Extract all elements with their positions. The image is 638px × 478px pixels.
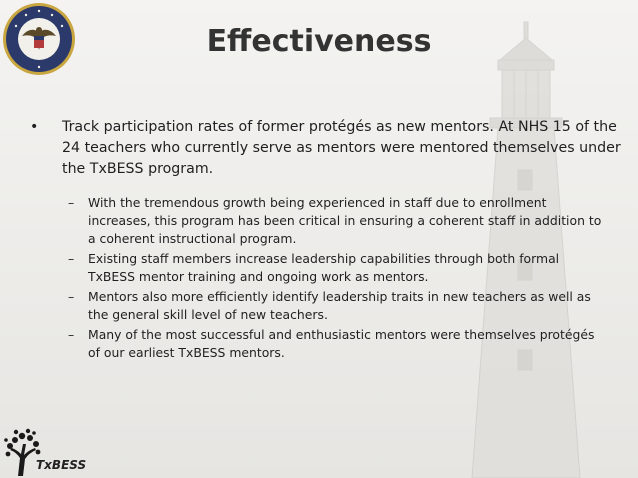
sub-bullet-list bbox=[30, 194, 620, 362]
sub-bullet bbox=[68, 288, 608, 324]
sub-bullet-text: With the tremendous growth being experienced in staff due to enrollment increases, this program has been critical in ensuring a coherent staff in addition to a coherent instructional program. bbox=[88, 195, 602, 246]
main-bullet bbox=[30, 117, 622, 180]
sub-bullet-text: Existing staff members increase leadership capabilities through both formal TxBESS mentor training and ongoing work as mentors. bbox=[88, 251, 560, 284]
txbess-logo-text: TxBESS bbox=[36, 458, 87, 472]
dash-mark: – bbox=[68, 289, 75, 304]
sub-bullet bbox=[68, 250, 608, 286]
main-bullet-text: Track participation rates of former protégés as new mentors. At NHS 15 of the 24 teachers who currently serve as mentors were mentored themselves under the TxBESS program. bbox=[62, 119, 621, 177]
slide-title: Effectiveness bbox=[206, 24, 432, 59]
bullet-mark: • bbox=[30, 119, 39, 135]
slide-body bbox=[30, 117, 620, 364]
dash-mark: – bbox=[68, 327, 75, 342]
sub-bullet bbox=[68, 326, 608, 362]
sub-bullet bbox=[68, 194, 608, 248]
sub-bullet-text: Many of the most successful and enthusiastic mentors were themselves protégés of our earliest TxBESS mentors. bbox=[88, 327, 595, 360]
dash-mark: – bbox=[68, 195, 75, 210]
sub-bullet-text: Mentors also more efficiently identify leadership traits in new teachers as well as the general skill level of new teachers. bbox=[88, 289, 591, 322]
dash-mark: – bbox=[68, 251, 75, 266]
